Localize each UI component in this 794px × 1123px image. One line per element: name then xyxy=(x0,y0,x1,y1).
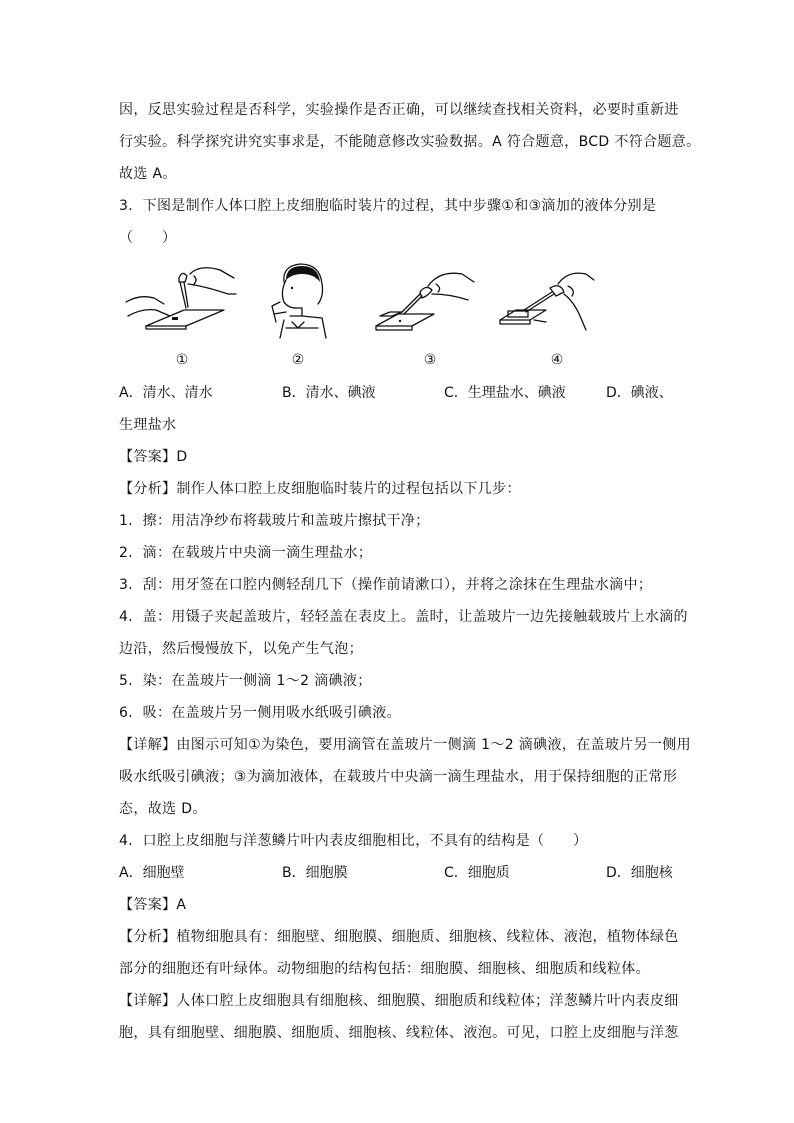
q4-detail-line: 【详解】人体口腔上皮细胞具有细胞核、细胞膜、细胞质和线粒体；洋葱鳞片叶内表皮细 xyxy=(119,993,679,1009)
q3-option-d-continued: 生理盐水 xyxy=(119,417,177,433)
question-3-stem: 3．下图是制作人体口腔上皮细胞临时装片的过程，其中步骤①和③滴加的液体分别是 xyxy=(119,198,657,214)
q3-analysis-line: 边沿，然后慢慢放下，以免产生气泡； xyxy=(119,641,363,657)
q3-analysis-line: 3．刮：用牙签在口腔内侧轻刮几下（操作前请漱口），并将之涂抹在生理盐水滴中； xyxy=(119,577,653,593)
figure-label-4: ④ xyxy=(550,352,564,368)
q3-detail-line: 【详解】由图示可知①为染色，要用滴管在盖玻片一侧滴 1～2 滴碘液，在盖玻片另一侧用 xyxy=(119,737,691,753)
q3-option-b: B．清水、碘液 xyxy=(282,385,376,401)
q4-answer: 【答案】A xyxy=(119,897,187,913)
step-4-illustration xyxy=(494,264,600,342)
text-line: 因，反思实验过程是否科学，实验操作是否正确，可以继续查找相关资料，必要时重新进 xyxy=(119,102,679,118)
q4-option-d: D．细胞核 xyxy=(606,865,673,881)
q3-option-d: D．碘液、 xyxy=(606,385,673,401)
q3-analysis-line: 【分析】制作人体口腔上皮细胞临时装片的过程包括以下几步： xyxy=(119,481,521,497)
q3-detail-line: 态，故选 D。 xyxy=(119,801,207,817)
q3-analysis-line: 4．盖：用镊子夹起盖玻片，轻轻盖在表皮上。盖时，让盖玻片一边先接触载玻片上水滴的 xyxy=(119,609,688,625)
q3-analysis-line: 5．染：在盖玻片一侧滴 1～2 滴碘液； xyxy=(119,673,372,689)
q4-analysis-line: 部分的细胞还有叶绿体。动物细胞的结构包括：细胞膜、细胞核、细胞质和线粒体。 xyxy=(119,961,650,977)
answer-blank: （ ） xyxy=(119,230,177,246)
step-3-illustration xyxy=(368,264,478,342)
text-line: 故选 A。 xyxy=(119,166,177,182)
step-2-illustration xyxy=(262,262,328,340)
q3-analysis-line: 2．滴：在载玻片中央滴一滴生理盐水； xyxy=(119,545,373,561)
q4-option-a: A．细胞壁 xyxy=(119,865,185,881)
q3-option-a: A．清水、清水 xyxy=(119,385,213,401)
q3-analysis-line: 6．吸：在盖玻片另一侧用吸水纸吸引碘液。 xyxy=(119,705,401,721)
q4-option-c: C．细胞质 xyxy=(444,865,510,881)
q3-answer: 【答案】D xyxy=(119,449,188,465)
question-4-stem: 4．口腔上皮细胞与洋葱鳞片叶内表皮细胞相比，不具有的结构是（ ） xyxy=(119,833,588,849)
figure-label-2: ② xyxy=(291,352,305,368)
q3-analysis-line: 1．擦：用洁净纱布将载玻片和盖玻片擦拭干净； xyxy=(119,513,430,529)
q4-option-b: B．细胞膜 xyxy=(282,865,348,881)
q3-detail-line: 吸水纸吸引碘液；③为滴加液体，在载玻片中央滴一滴生理盐水，用于保持细胞的正常形 xyxy=(119,769,678,785)
figure-label-3: ③ xyxy=(423,352,437,368)
q3-option-c: C．生理盐水、碘液 xyxy=(444,385,566,401)
figure-label-1: ① xyxy=(175,352,189,368)
q4-detail-line: 胞，具有细胞壁、细胞膜、细胞质、细胞核、线粒体、液泡。可见，口腔上皮细胞与洋葱 xyxy=(119,1025,679,1041)
q4-analysis-line: 【分析】植物细胞具有：细胞壁、细胞膜、细胞质、细胞核、线粒体、液泡，植物体绿色 xyxy=(119,929,679,945)
text-line: 行实验。科学探究讲究实事求是，不能随意修改实验数据。A 符合题意，BCD 不符合题意。 xyxy=(119,134,701,150)
step-1-illustration xyxy=(124,264,240,336)
